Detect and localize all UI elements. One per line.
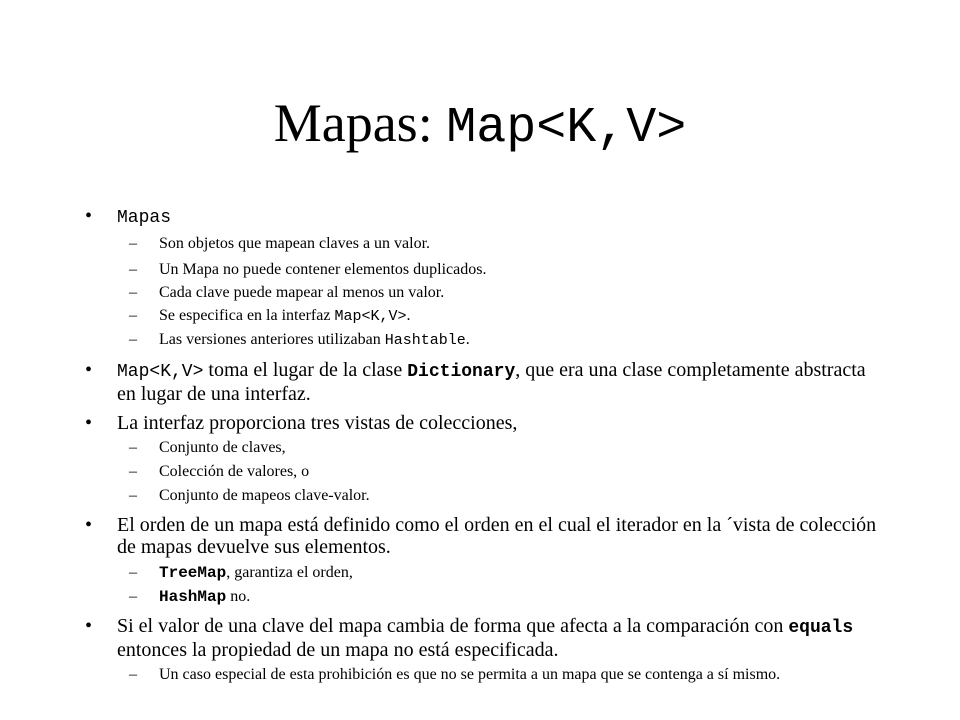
code-hashmap: HashMap [159,588,227,606]
sub-bullet-text: Son objetos que mapean claves a un valor. [159,235,431,252]
bullet-symbol: • [85,615,93,637]
sub-bullet-text: Un caso especial de esta prohibición es que no se permita a un mapa que se contenga a sí mismo. [159,666,781,683]
sub-bullet-text: Conjunto de mapeos clave-valor. [159,487,370,504]
bullet-vistas [80,412,880,434]
sub-bullet-text: Las versiones anteriores utilizaban [159,331,385,348]
sub-bullet-text: Un Mapa no puede contener elementos duplicados. [159,261,487,278]
sub-bullet-text: Colección de valores, o [159,463,310,480]
code-equals: equals [788,618,854,638]
sub-bullet [80,234,880,254]
dash-symbol: – [129,307,137,324]
sub-bullet-text: , garantiza el orden, [226,564,353,581]
sub-bullet [80,260,880,280]
bullet-equals [80,615,880,661]
dash-symbol: – [129,564,137,581]
sub-bullet-text: Se especifica en la interfaz [159,307,335,324]
sub-bullet-text: Cada clave puede mapear al menos un valor. [159,284,445,301]
sub-bullet [80,330,880,351]
sub-bullet [80,563,880,583]
dash-symbol: – [129,463,137,480]
sub-bullet [80,486,880,506]
code-map: Map<K,V> [334,308,407,325]
bullet-text: La interfaz proporciona tres vistas de colecciones, [117,412,518,434]
sub-bullet [80,587,880,607]
bullet-symbol: • [85,412,93,434]
bullet-orden [80,514,880,558]
code-treemap: TreeMap [159,564,227,582]
code-dictionary: Dictionary [407,362,516,382]
bullet-mapas-label: Mapas [117,208,172,228]
bullet-text: entonces la propiedad de un mapa no está especificada. [117,639,559,661]
sub-bullet-text: Conjunto de claves, [159,439,286,456]
dash-symbol: – [129,235,137,252]
sub-bullet-text: . [465,331,470,348]
bullet-mapas [80,205,880,229]
title-code: Map<K,V> [446,100,687,157]
dash-symbol: – [129,261,137,278]
slide-body [80,205,880,685]
code-hashtable: Hashtable [384,332,466,349]
bullet-text: , que era una clase completamente abstracta en lugar de una interfaz. [117,359,866,405]
sub-bullet-text: . [406,307,411,324]
sub-bullet-text: no. [226,588,251,605]
slide-title [0,88,960,164]
sub-bullet [80,283,880,303]
bullet-text: El orden de un mapa está definido como el orden en el cual el iterador en la ´vista de colección de mapas devuelve sus elementos. [117,514,877,558]
bullet-symbol: • [85,205,93,227]
dash-symbol: – [129,487,137,504]
dash-symbol: – [129,331,137,348]
bullet-map-dictionary [80,359,880,405]
bullet-symbol: • [85,514,93,536]
dash-symbol: – [129,284,137,301]
sub-bullet [80,462,880,482]
dash-symbol: – [129,588,137,605]
title-text: Mapas: [273,93,433,153]
sub-bullet [80,438,880,458]
bullet-symbol: • [85,359,93,381]
dash-symbol: – [129,439,137,456]
bullet-text: Si el valor de una clave del mapa cambia de forma que afecta a la comparación con [117,615,789,637]
sub-bullet [80,665,880,685]
sub-bullet [80,306,880,327]
dash-symbol: – [129,666,137,683]
code-map: Map<K,V> [117,362,204,382]
bullet-text: toma el lugar de la clase [203,359,408,381]
